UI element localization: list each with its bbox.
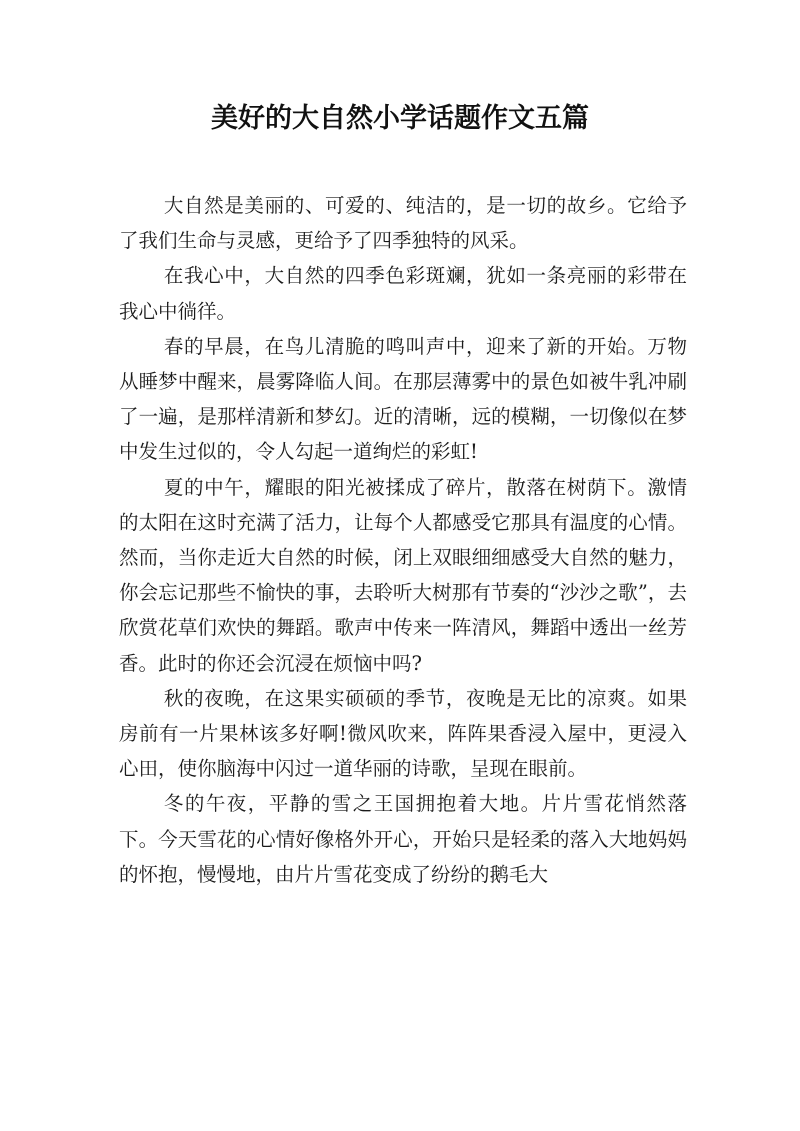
document-title: 美好的大自然小学话题作文五篇 — [211, 103, 589, 134]
paragraph-spring: 春的早晨，在鸟儿清脆的鸣叫声中，迎来了新的开始。万物从睡梦中醒来，晨雾降临人间。在那层薄雾中的景色如被牛乳冲刷了一遍，是那样清新和梦幻。近的清晰，远的模糊，一切像似在梦中发生过似的，令人勾起一道绚烂的彩虹! — [119, 334, 687, 464]
document-body — [119, 188, 687, 892]
paragraph-autumn: 秋的夜晚，在这果实硕硕的季节，夜晚是无比的凉爽。如果房前有一片果林该多好啊!微风吹来，阵阵果香浸入屋中，更浸入心田，使你脑海中闪过一道华丽的诗歌，呈现在眼前。 — [119, 686, 687, 781]
paragraph-heart: 在我心中，大自然的四季色彩斑斓，犹如一条亮丽的彩带在我心中徜徉。 — [119, 264, 687, 323]
paragraph-intro: 大自然是美丽的、可爱的、纯洁的，是一切的故乡。它给予了我们生命与灵感，更给予了四季独特的风采。 — [119, 194, 687, 253]
paragraph-winter: 冬的午夜，平静的雪之王国拥抱着大地。片片雪花悄然落下。今天雪花的心情好像格外开心，开始只是轻柔的落入大地妈妈的怀抱，慢慢地，由片片雪花变成了纷纷的鹅毛大 — [119, 792, 687, 886]
paragraph-summer: 夏的中午，耀眼的阳光被揉成了碎片，散落在树荫下。激情的太阳在这时充满了活力，让每个人都感受它那具有温度的心情。然而，当你走近大自然的时候，闭上双眼细细感受大自然的魅力，你会忘记那些不愉快的事，去聆听大树那有节奏的“沙沙之歌”，去欣赏花草们欢快的舞蹈。歌声中传来一阵清风，舞蹈中透出一丝芳香。此时的你还会沉浸在烦恼中吗? — [119, 475, 687, 675]
